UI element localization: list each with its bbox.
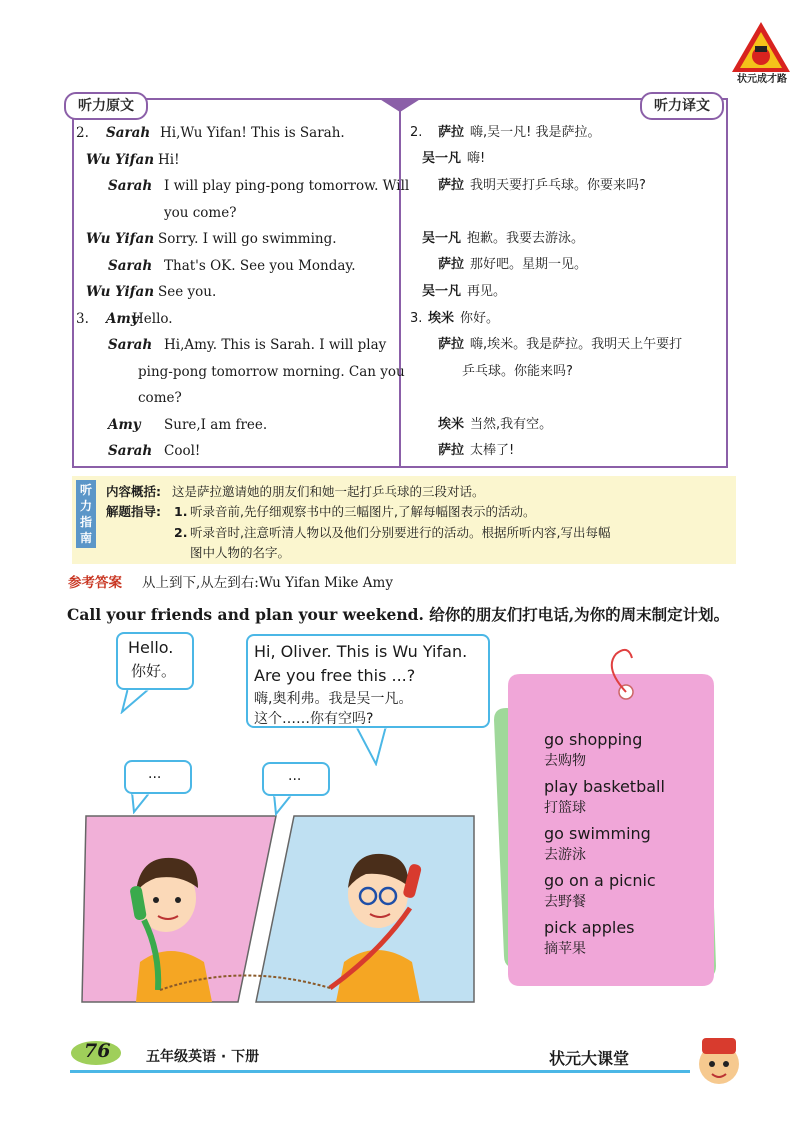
dialogue-line: Sorry. I will go swimming.	[158, 231, 337, 247]
dialogue-line: 嗨,吴一凡! 我是萨拉。	[470, 125, 601, 140]
dialogue-line: See you.	[158, 284, 217, 300]
speaker-name: 吴一凡	[422, 284, 462, 299]
plan-item-english: go shopping	[544, 730, 643, 749]
tips-label: 解题指导:	[106, 504, 161, 519]
column-divider	[399, 110, 401, 466]
speaker-name: 吴一凡	[422, 151, 462, 166]
brand-name: 状元大课堂	[549, 1049, 630, 1068]
speaker-name: 埃米	[438, 417, 465, 432]
plan-item-english: go swimming	[544, 824, 651, 843]
dialogue-line: you come?	[164, 204, 237, 221]
summary-text: 这是萨拉邀请她的朋友们和她一起打乒乓球的三段对话。	[172, 484, 485, 499]
dialogue-line: 那好吧。星期一见。	[470, 257, 588, 272]
logo-caption: 状元成才路	[737, 74, 787, 85]
plan-item-english: go on a picnic	[544, 871, 656, 890]
speaker-name: Sarah	[108, 178, 153, 194]
dialogue-line: 我明天要打乒乓球。你要来吗?	[470, 178, 646, 193]
weekend-plan-card	[476, 648, 726, 988]
bubble-tail-wu	[350, 726, 400, 766]
plan-item-english: pick apples	[544, 918, 635, 937]
original-text-tag: 听力原文	[64, 92, 148, 120]
dialogue-line: 当然,我有空。	[470, 417, 553, 432]
bubble-tail-left	[128, 792, 158, 814]
plan-item-chinese: 打篮球	[544, 800, 586, 816]
turn-number: 2.	[76, 125, 89, 141]
turn-number: 3.	[76, 310, 89, 327]
speaker-name: Wu Yifan	[86, 231, 155, 247]
phone-call-illustration	[80, 812, 480, 1004]
dialogue-line: 嗨,埃米。我是萨拉。我明天上午要打	[470, 337, 683, 352]
speaker-name: 萨拉	[438, 125, 465, 140]
dialogue-line: ping-pong tomorrow morning. Can you	[138, 363, 405, 380]
dialogue-line: That's OK. See you Monday.	[164, 257, 356, 274]
speaker-name: Amy	[106, 310, 139, 327]
summary-label: 内容概括:	[106, 484, 161, 499]
speaker-name: 萨拉	[438, 178, 465, 193]
turn-number: 2.	[410, 125, 423, 140]
speaker-name: 萨拉	[438, 443, 465, 458]
dialogue-line: 再见。	[467, 284, 507, 299]
tip1-number: 1.	[174, 504, 188, 519]
speaker-name: Sarah	[108, 337, 153, 353]
dialogue-line: Hi,Wu Yifan! This is Sarah.	[160, 125, 345, 141]
frame-notch	[378, 96, 422, 114]
guide-side-label: 听 力 指 南	[76, 480, 96, 548]
tip2-number: 2.	[174, 525, 188, 540]
plan-item-chinese: 去野餐	[544, 894, 586, 910]
dialogue-line: I will play ping-pong tomorrow. Will	[164, 178, 410, 194]
bubble-wu-chinese-line2: 这个……你有空吗?	[254, 711, 374, 727]
dialogue-line: 太棒了!	[470, 443, 515, 458]
bubble-hello-chinese: 你好。	[131, 662, 177, 680]
plan-item-chinese: 去游泳	[544, 847, 586, 863]
dialogue-line: 嗨!	[467, 151, 486, 166]
speaker-name: Sarah	[108, 257, 153, 274]
dialogue-line: Cool!	[164, 443, 201, 459]
bubble-wu-chinese-line1: 嗨,奥利弗。我是吴一凡。	[254, 691, 413, 707]
plan-item-chinese: 去购物	[544, 753, 586, 769]
page-number: 76	[84, 1040, 111, 1062]
bubble-wu-english-line1: Hi, Oliver. This is Wu Yifan.	[254, 642, 468, 661]
bubble-tail-hello	[116, 688, 176, 714]
turn-number: 3.	[410, 311, 423, 326]
book-title: 五年级英语 · 下册	[146, 1049, 260, 1065]
dialogue-line: Hi!	[158, 151, 180, 168]
answer-label: 参考答案	[68, 575, 122, 591]
speaker-name: Wu Yifan	[86, 151, 155, 168]
footer-line	[70, 1070, 690, 1073]
mascot-icon	[690, 1030, 748, 1092]
speaker-name: Amy	[108, 416, 141, 433]
task-instruction: Call your friends and plan your weekend. 给你的朋友们打电话,为你的周末制定计划。	[67, 605, 730, 624]
dialogue-line: come?	[138, 390, 182, 406]
plan-item-chinese: 摘苹果	[544, 941, 586, 957]
bubble-wu-english-line2: Are you free this ...?	[254, 666, 416, 685]
dialogue-line: 抱歉。我要去游泳。	[467, 231, 585, 246]
speaker-name: Wu Yifan	[86, 284, 155, 300]
speaker-name: Sarah	[108, 443, 153, 459]
speaker-name: Sarah	[106, 125, 151, 141]
speaker-name: 萨拉	[438, 257, 465, 272]
dialogue-line: Hello.	[132, 310, 173, 327]
bubble-blank-left-text: ...	[148, 766, 162, 782]
speaker-name: 吴一凡	[422, 231, 462, 246]
tip2-text-line2: 图中人物的名字。	[190, 545, 291, 560]
bubble-tail-right	[270, 794, 300, 816]
answer-text: 从上到下,从左到右:Wu Yifan Mike Amy	[142, 575, 393, 591]
dialogue-line: 乒乓球。你能来吗?	[462, 364, 573, 379]
speaker-name: 萨拉	[438, 337, 465, 352]
plan-item-english: play basketball	[544, 777, 665, 796]
dialogue-line: Hi,Amy. This is Sarah. I will play	[164, 337, 387, 353]
bubble-hello-english: Hello.	[128, 638, 174, 657]
translation-text-tag: 听力译文	[640, 92, 724, 120]
speaker-name: 埃米	[428, 311, 455, 326]
dialogue-line: Sure,I am free.	[164, 416, 268, 433]
dialogue-line: 你好。	[460, 311, 500, 326]
tip2-text-line1: 听录音时,注意听清人物以及他们分别要进行的活动。根据所听内容,写出每幅	[190, 525, 611, 540]
tip1-text: 听录音前,先仔细观察书中的三幅图片,了解每幅图表示的活动。	[190, 504, 536, 519]
bubble-blank-right-text: ...	[288, 768, 302, 784]
